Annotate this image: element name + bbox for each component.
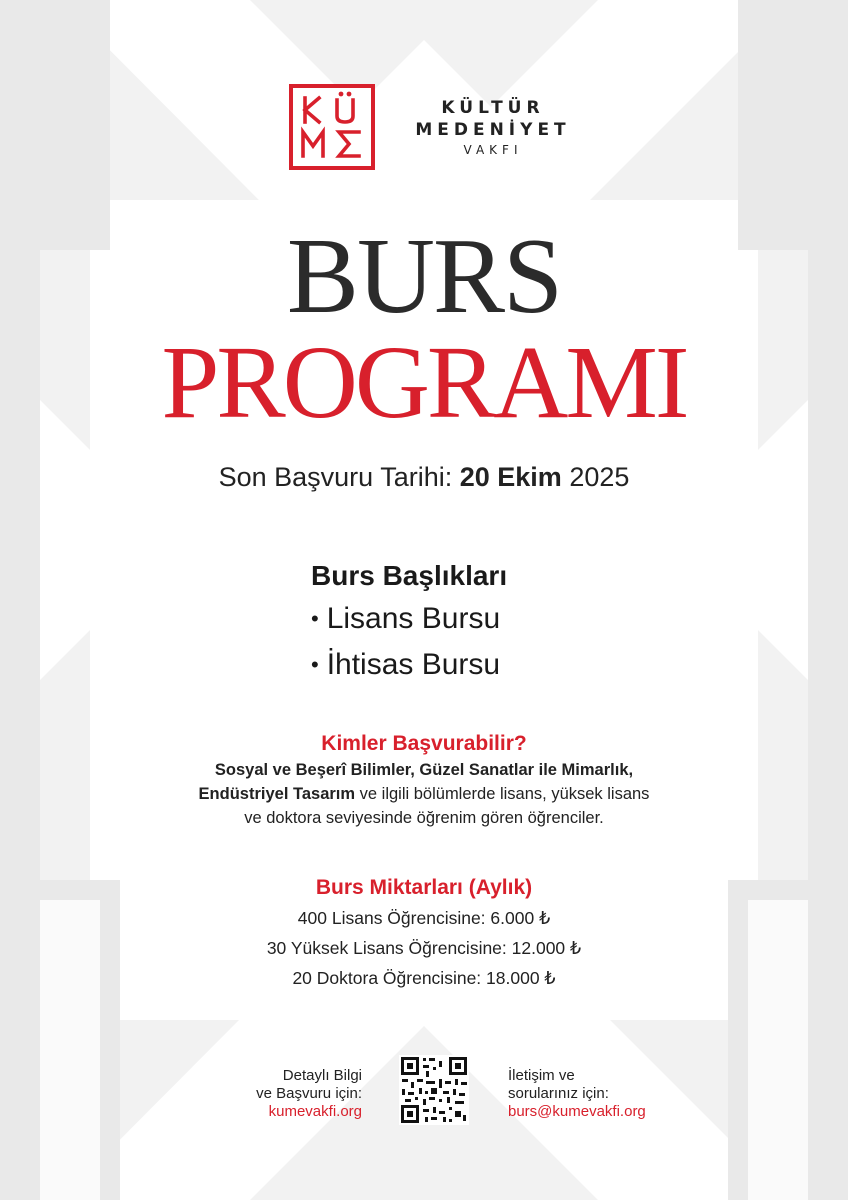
amount-row-yuksek-lisans: 30 Yüksek Lisans Öğrencisine: 12.000 ₺	[266, 938, 582, 958]
list-item	[311, 642, 507, 688]
scholarship-item-ihtisas: İhtisas Bursu	[326, 648, 501, 681]
info-label-2: ve Başvuru için:	[256, 1085, 362, 1102]
logo-line-kultur: KÜLTÜR	[441, 98, 545, 118]
scholarship-types	[311, 556, 507, 688]
scholarship-item-lisans: Lisans Bursu	[326, 602, 501, 635]
contact-label-1: İletişim ve	[508, 1067, 575, 1084]
title-burs: BURS	[286, 217, 562, 336]
title-programi: PROGRAMI	[161, 325, 687, 440]
contact-block	[508, 1067, 646, 1121]
eligibility-rest-2: ve ilgili bölümlerde lisans, yüksek lisans	[355, 785, 650, 803]
logo-line-medeniyet: MEDENİYET	[415, 120, 571, 140]
eligibility-fields-1: Sosyal ve Beşerî Bilimler, Güzel Sanatlar ile Mimarlık,	[214, 761, 634, 779]
foundation-logo	[289, 79, 375, 175]
eligibility-heading: Kimler Başvurabilir?	[321, 732, 527, 755]
deadline-date: 20 Ekim	[459, 462, 562, 492]
amounts-heading: Burs Miktarları (Aylık)	[315, 876, 533, 899]
email-link[interactable]: burs@kumevakfi.org	[508, 1103, 646, 1120]
deadline-label: Son Başvuru Tarihi:	[218, 462, 460, 492]
logo-wordmark	[403, 97, 583, 159]
eligibility-line-2	[0, 782, 848, 806]
info-label-1: Detaylı Bilgi	[282, 1067, 362, 1084]
eligibility-fields-2: Endüstriyel Tasarım	[198, 785, 356, 803]
logo-line-vakfi: VAKFI	[463, 143, 523, 157]
application-deadline	[0, 459, 848, 495]
website-link[interactable]: kumevakfi.org	[268, 1103, 362, 1120]
bullet-icon: •	[311, 652, 319, 677]
scholarship-types-heading: Burs Başlıkları	[311, 560, 508, 591]
amount-row-doktora: 20 Doktora Öğrencisine: 18.000 ₺	[292, 968, 556, 988]
eligibility-line-1	[0, 758, 848, 782]
scholarship-amounts	[0, 873, 848, 993]
eligibility-section	[0, 730, 848, 830]
bullet-icon: •	[311, 606, 319, 631]
amount-row-lisans: 400 Lisans Öğrencisine: 6.000 ₺	[297, 908, 551, 928]
list-item	[311, 596, 507, 642]
info-block	[256, 1067, 362, 1121]
deadline-year: 2025	[561, 462, 630, 492]
kume-logo-mark	[289, 84, 375, 170]
kume-monogram-icon	[293, 88, 371, 166]
qr-code-icon[interactable]	[399, 1055, 469, 1125]
eligibility-line-3: ve doktora seviyesinde öğrenim gören öğrenciler.	[244, 809, 604, 827]
contact-label-2: sorularınız için:	[508, 1085, 609, 1102]
